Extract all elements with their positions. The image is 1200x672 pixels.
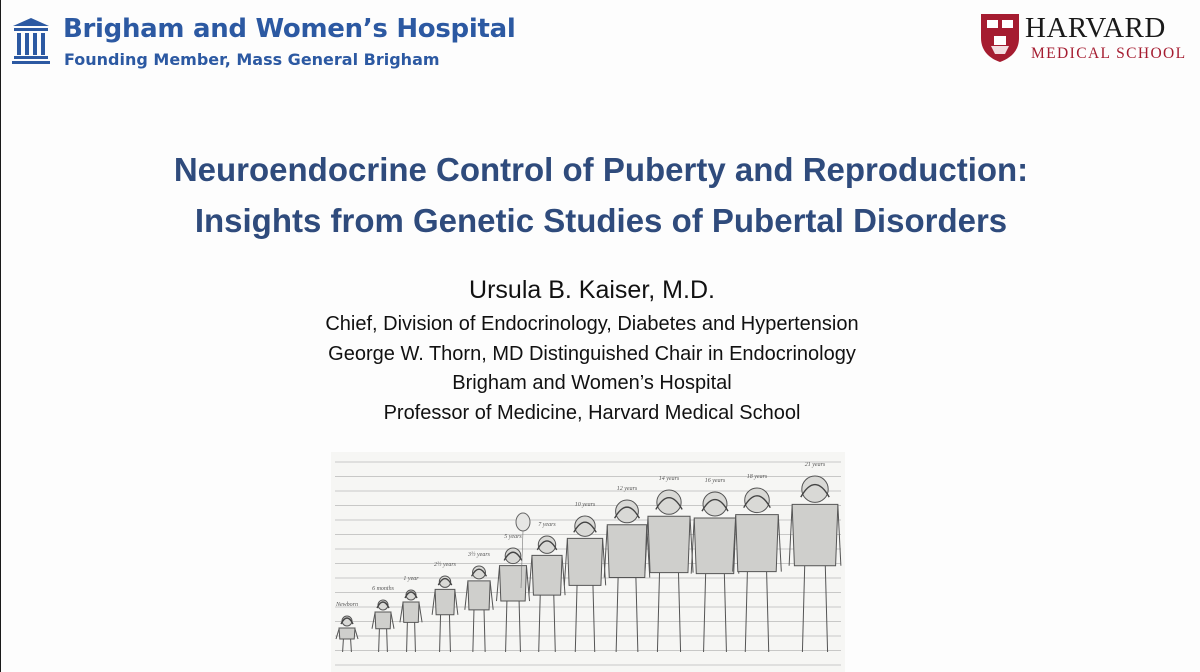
child-figure bbox=[400, 590, 422, 652]
child-figure bbox=[604, 500, 650, 652]
figure-leg bbox=[407, 622, 408, 652]
figure-leg bbox=[636, 578, 638, 652]
growth-illustration bbox=[331, 452, 845, 672]
bwh-subtitle: Founding Member, Mass General Brigham bbox=[64, 50, 440, 69]
figure-torso bbox=[792, 504, 838, 565]
child-figure bbox=[529, 536, 565, 652]
child-figure bbox=[733, 488, 782, 652]
slide-title bbox=[1, 144, 1200, 246]
figure-age-label: 1 year bbox=[403, 576, 419, 582]
figure-arm bbox=[336, 629, 339, 639]
figure-torso bbox=[694, 518, 736, 574]
figure-age-label: Newborn bbox=[335, 602, 358, 608]
figure-age-label: 7 years bbox=[538, 522, 556, 528]
figure-leg bbox=[704, 574, 706, 652]
figure-torso bbox=[375, 612, 391, 629]
figure-leg bbox=[539, 595, 541, 652]
figure-leg bbox=[575, 585, 577, 652]
bwh-building-icon bbox=[11, 16, 51, 66]
figure-arm bbox=[455, 590, 458, 614]
figure-torso bbox=[403, 602, 419, 622]
figure-arm bbox=[355, 629, 358, 639]
child-figure bbox=[789, 476, 841, 652]
figure-leg bbox=[802, 566, 804, 652]
figure-torso bbox=[648, 516, 690, 572]
figure-torso bbox=[435, 589, 455, 614]
figure-leg bbox=[519, 601, 520, 652]
affiliation-line: George W. Thorn, MD Distinguished Chair in Endocrinology bbox=[328, 342, 856, 365]
figure-arm bbox=[527, 567, 530, 601]
figure-leg bbox=[678, 573, 680, 652]
title-line-2: Insights from Genetic Studies of Pubertal Disorders bbox=[194, 202, 1008, 239]
figure-age-label: 14 years bbox=[658, 476, 680, 482]
bwh-name: Brigham and Women’s Hospital bbox=[63, 14, 516, 44]
figure-torso bbox=[736, 515, 779, 572]
child-figure bbox=[564, 516, 605, 652]
figure-age-label: 10 years bbox=[574, 502, 596, 508]
figure-arm bbox=[432, 590, 435, 614]
affiliation-line: Brigham and Women’s Hospital bbox=[452, 372, 732, 394]
figure-leg bbox=[351, 639, 352, 652]
figure-leg bbox=[449, 615, 450, 652]
figure-leg bbox=[825, 566, 827, 652]
figure-torso bbox=[532, 555, 562, 595]
figure-torso bbox=[567, 538, 602, 585]
figure-arm bbox=[490, 582, 493, 610]
figure-arm bbox=[372, 613, 375, 629]
figure-arm bbox=[529, 556, 532, 595]
author-affiliations bbox=[1, 310, 1183, 428]
harvard-name: HARVARD bbox=[1025, 12, 1166, 44]
figure-arm bbox=[564, 539, 567, 585]
figure-leg bbox=[343, 639, 344, 652]
affiliation-line: Professor of Medicine, Harvard Medical School bbox=[383, 401, 801, 424]
figure-leg bbox=[484, 610, 485, 652]
figure-arm bbox=[465, 582, 468, 610]
figure-age-label: 6 months bbox=[372, 586, 394, 592]
figure-age-label: 3½ years bbox=[468, 552, 490, 558]
harvard-shield-icon bbox=[979, 12, 1021, 64]
harvard-subtitle: MEDICAL SCHOOL bbox=[1031, 45, 1187, 62]
author-name: Ursula B. Kaiser, M.D. bbox=[469, 276, 715, 304]
figure-leg bbox=[724, 574, 726, 652]
figure-leg bbox=[554, 595, 556, 652]
figure-torso bbox=[468, 581, 490, 610]
figure-arm bbox=[496, 567, 499, 601]
affiliation-line: Chief, Division of Endocrinology, Diabetes and Hypertension bbox=[325, 313, 859, 335]
figure-leg bbox=[379, 629, 380, 652]
figure-leg bbox=[657, 573, 659, 652]
growth-sketch bbox=[331, 452, 845, 672]
figure-arm bbox=[789, 505, 792, 565]
figure-arm bbox=[400, 603, 403, 622]
figure-leg bbox=[440, 615, 441, 652]
child-figure bbox=[645, 490, 693, 652]
figure-leg bbox=[616, 578, 618, 652]
figure-torso bbox=[607, 525, 647, 578]
figure-age-label: 12 years bbox=[616, 486, 638, 492]
child-figure bbox=[465, 566, 493, 652]
harvard-logo-block bbox=[975, 12, 1195, 72]
figure-leg bbox=[506, 601, 507, 652]
title-line-1: Neuroendocrine Control of Puberty and Reproduction: bbox=[173, 151, 1029, 188]
child-figure bbox=[691, 492, 739, 652]
figure-age-label: 21 years bbox=[804, 462, 826, 468]
figure-arm bbox=[419, 603, 422, 622]
figure-leg bbox=[593, 585, 595, 652]
figure-age-label: 5 years bbox=[504, 534, 522, 540]
figure-age-label: 16 years bbox=[704, 478, 726, 484]
figure-leg bbox=[767, 572, 769, 652]
figure-leg bbox=[745, 572, 747, 652]
figure-torso bbox=[499, 566, 526, 601]
figure-torso bbox=[339, 628, 355, 639]
figure-age-label: 2½ years bbox=[434, 562, 456, 568]
figure-arm bbox=[604, 526, 607, 578]
figure-leg bbox=[473, 610, 474, 652]
figure-arm bbox=[838, 505, 841, 565]
figure-leg bbox=[387, 629, 388, 652]
figure-arm bbox=[391, 613, 394, 629]
child-figure bbox=[432, 576, 458, 652]
figure-age-label: 18 years bbox=[746, 474, 768, 480]
child-figure bbox=[372, 600, 394, 652]
figure-leg bbox=[415, 622, 416, 652]
